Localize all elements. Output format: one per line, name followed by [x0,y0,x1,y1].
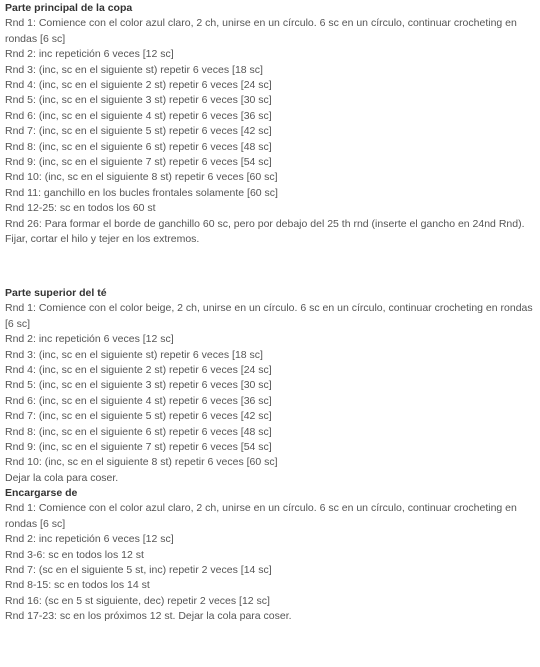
pattern-line: Rnd 2: inc repetición 6 veces [12 sc] [5,533,174,546]
pattern-line: Rnd 4: (inc, sc en el siguiente 2 st) repetir 6 veces [24 sc] [5,79,272,92]
pattern-line: Rnd 10: (inc, sc en el siguiente 8 st) repetir 6 veces [60 sc] [5,456,278,469]
section-heading: Encargarse de [5,487,78,499]
pattern-line: Rnd 9: (inc, sc en el siguiente 7 st) repetir 6 veces [54 sc] [5,441,272,454]
pattern-line: Rnd 3-6: sc en todos los 12 st [5,548,144,561]
pattern-line: Rnd 16: (sc en 5 st siguiente, dec) repetir 2 veces [12 sc] [5,594,270,607]
pattern-line: Fijar, cortar el hilo y tejer en los extremos. [5,233,200,246]
pattern-line: Rnd 3: (inc, sc en el siguiente st) repetir 6 veces [18 sc] [5,63,263,76]
section-heading: Parte superior del té [5,287,107,299]
pattern-line: Rnd 10: (inc, sc en el siguiente 8 st) repetir 6 veces [60 sc] [5,171,278,184]
pattern-line: Rnd 7: (inc, sc en el siguiente 5 st) repetir 6 veces [42 sc] [5,410,272,423]
pattern-line: Rnd 6: (inc, sc en el siguiente 4 st) repetir 6 veces [36 sc] [5,109,272,122]
pattern-line: Rnd 5: (inc, sc en el siguiente 3 st) repetir 6 veces [30 sc] [5,379,272,392]
pattern-line: Rnd 8: (inc, sc en el siguiente 6 st) repetir 6 veces [48 sc] [5,425,272,438]
section-heading: Parte principal de la copa [5,2,133,14]
pattern-line: Rnd 2: inc repetición 6 veces [12 sc] [5,48,174,61]
pattern-line: Rnd 9: (inc, sc en el siguiente 7 st) repetir 6 veces [54 sc] [5,156,272,169]
pattern-line: Rnd 1: Comience con el color azul claro, 2 ch, unirse en un círculo. 6 sc en un círculo, continuar crocheting en rondas [6 sc] [5,17,517,45]
pattern-line: Rnd 7: (inc, sc en el siguiente 5 st) repetir 6 veces [42 sc] [5,125,272,138]
pattern-line: Rnd 11: ganchillo en los bucles frontales solamente [60 sc] [5,186,278,199]
pattern-line: Rnd 1: Comience con el color azul claro, 2 ch, unirse en un círculo. 6 sc en un círculo, continuar crocheting en rondas [6 sc] [5,502,517,530]
pattern-line: Dejar la cola para coser. [5,471,119,484]
pattern-line: Rnd 8: (inc, sc en el siguiente 6 st) repetir 6 veces [48 sc] [5,140,272,153]
section-encargarse-de [5,486,538,625]
pattern-line: Rnd 26: Para formar el borde de ganchillo 60 sc, pero por debajo del 25 th rnd (inserte el gancho en 24nd Rnd). [5,217,525,230]
pattern-line: Rnd 2: inc repetición 6 veces [12 sc] [5,333,174,346]
section-parte-superior-del-te [5,286,538,486]
pattern-line: Rnd 7: (sc en el siguiente 5 st, inc) repetir 2 veces [14 sc] [5,564,272,577]
pattern-line: Rnd 6: (inc, sc en el siguiente 4 st) repetir 6 veces [36 sc] [5,394,272,407]
pattern-line: Rnd 17-23: sc en los próximos 12 st. Dejar la cola para coser. [5,610,292,623]
section-parte-principal-de-la-copa [5,1,538,248]
pattern-line: Rnd 3: (inc, sc en el siguiente st) repetir 6 veces [18 sc] [5,348,263,361]
pattern-line: Rnd 12-25: sc en todos los 60 st [5,202,156,215]
pattern-line: Rnd 8-15: sc en todos los 14 st [5,579,150,592]
pattern-line: Rnd 5: (inc, sc en el siguiente 3 st) repetir 6 veces [30 sc] [5,94,272,107]
pattern-line: Rnd 4: (inc, sc en el siguiente 2 st) repetir 6 veces [24 sc] [5,364,272,377]
pattern-line: Rnd 1: Comience con el color beige, 2 ch, unirse en un círculo. 6 sc en un círculo, continuar crocheting en rondas [6 sc] [5,302,533,330]
